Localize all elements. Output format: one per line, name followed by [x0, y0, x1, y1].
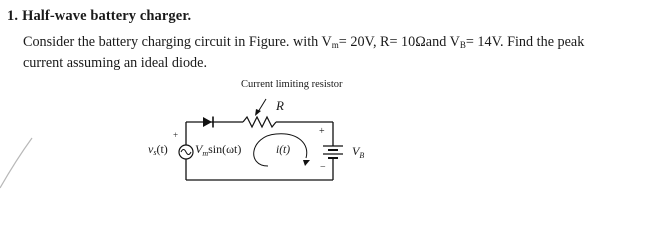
diode-symbol — [203, 117, 213, 128]
problem-title: Half-wave battery charger. — [22, 8, 192, 24]
statement-and-vb: and V — [425, 34, 460, 50]
ac-source-symbol — [179, 145, 193, 159]
vm-subscript: m — [331, 40, 339, 50]
vb-subscript: B — [459, 40, 466, 50]
battery-subscript: B — [359, 151, 365, 160]
source-label — [148, 142, 168, 157]
resistor-caption: Current limiting resistor — [241, 79, 343, 90]
source-subscript: s — [153, 148, 157, 157]
battery-symbol — [323, 146, 343, 158]
resistor-label: R — [276, 98, 284, 113]
source-expression — [195, 142, 241, 158]
statement-part-2: = 20V, R= 10Ω — [338, 34, 426, 50]
battery-minus-sign: − — [320, 162, 326, 173]
source-v: v — [148, 142, 154, 156]
battery-plus-sign: + — [319, 126, 325, 137]
source-expr-fn: sin(ωt) — [208, 142, 242, 156]
statement-line-2: current assuming an ideal diode. — [23, 54, 207, 71]
current-label: i(t) — [276, 144, 291, 156]
problem-statement — [23, 34, 643, 72]
problem-heading — [7, 8, 191, 25]
source-plus-sign: + — [173, 130, 179, 140]
statement-part-1: Consider the battery charging circuit in Figure. with V — [23, 34, 332, 50]
battery-label — [352, 144, 364, 160]
source-arg: (t) — [156, 142, 168, 156]
statement-part-3: = 14V. Find the peak — [465, 34, 585, 50]
problem-number: 1. — [7, 8, 19, 24]
resistor-zigzag — [243, 117, 276, 127]
circuit-figure — [148, 72, 368, 190]
source-expr-subscript: m — [202, 149, 209, 158]
source-expr-v: V — [195, 142, 203, 156]
battery-v: V — [352, 144, 360, 158]
